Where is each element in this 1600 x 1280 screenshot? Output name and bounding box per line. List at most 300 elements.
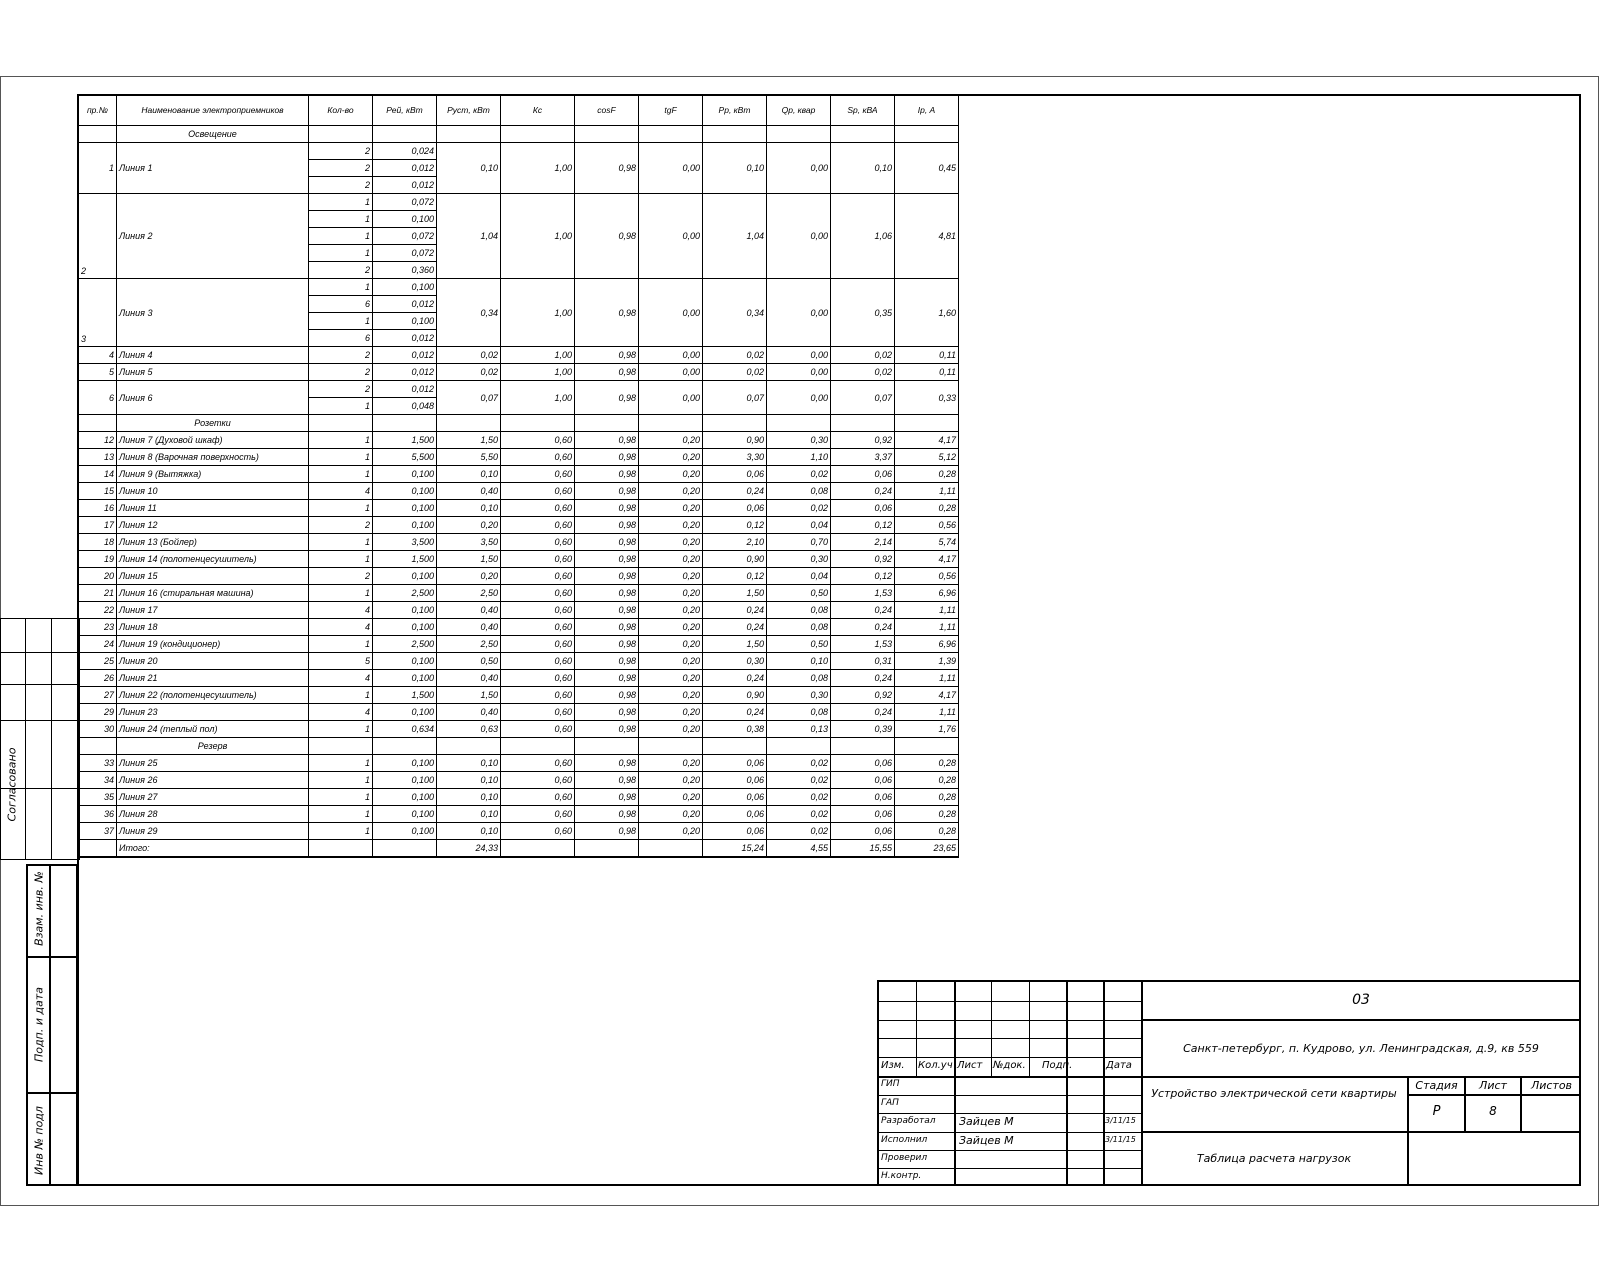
table-cell: 1,11 <box>895 483 959 500</box>
line-name: Линия 8 (Варочная поверхность) <box>117 449 309 466</box>
empty-cell <box>437 415 501 432</box>
table-row <box>79 619 959 636</box>
table-cell: 0,06 <box>703 806 767 823</box>
power-unit: 0,072 <box>373 228 437 245</box>
ip-value: 0,45 <box>895 143 959 194</box>
line-name: Линия 20 <box>117 653 309 670</box>
table-cell: 1 <box>309 636 373 653</box>
pust-value: 0,02 <box>437 347 501 364</box>
table-cell: 0,02 <box>767 789 831 806</box>
table-cell: 0,30 <box>703 653 767 670</box>
table-cell: 0,10 <box>437 755 501 772</box>
table-cell: 0,90 <box>703 551 767 568</box>
empty-cell <box>703 126 767 143</box>
kc-value: 1,00 <box>501 381 575 415</box>
table-row <box>79 279 959 296</box>
sp-value: 0,35 <box>831 279 895 347</box>
table-cell: 4,17 <box>895 687 959 704</box>
power-unit: 0,012 <box>373 160 437 177</box>
line-name: Линия 2 <box>117 194 309 279</box>
cos-value: 0,98 <box>575 279 639 347</box>
table-cell: 0,92 <box>831 551 895 568</box>
column-header: пр.№ <box>79 95 117 126</box>
table-cell: 34 <box>79 772 117 789</box>
table-cell: 4 <box>309 704 373 721</box>
table-cell: 18 <box>79 534 117 551</box>
table-row <box>79 449 959 466</box>
section-title: Резерв <box>117 738 309 755</box>
table-row <box>79 194 959 211</box>
cos-value: 0,98 <box>575 143 639 194</box>
table-cell: 0,100 <box>373 619 437 636</box>
table-cell: 0,60 <box>501 670 575 687</box>
table-cell: 0,08 <box>767 483 831 500</box>
table-cell: 1,39 <box>895 653 959 670</box>
sheet-value: 8 <box>1489 1104 1497 1118</box>
pp-value: 0,07 <box>703 381 767 415</box>
table-cell: 1 <box>309 500 373 517</box>
table-cell: 0,40 <box>437 704 501 721</box>
table-cell: 0,24 <box>831 670 895 687</box>
line-name: Линия 7 (Духовой шкаф) <box>117 432 309 449</box>
table-cell: 0,60 <box>501 687 575 704</box>
table-cell: 0,98 <box>575 500 639 517</box>
table-cell: 0,98 <box>575 653 639 670</box>
empty-cell <box>373 415 437 432</box>
quantity: 2 <box>309 177 373 194</box>
power-unit: 0,012 <box>373 177 437 194</box>
quantity: 1 <box>309 194 373 211</box>
power-unit: 0,012 <box>373 347 437 364</box>
table-cell: 0,100 <box>373 670 437 687</box>
role-gap: ГАП <box>881 1098 899 1108</box>
kc-value: 1,00 <box>501 143 575 194</box>
table-cell: 4 <box>309 670 373 687</box>
tg-value: 0,00 <box>639 381 703 415</box>
table-cell: 0,92 <box>831 432 895 449</box>
table-cell: 0,02 <box>767 500 831 517</box>
col-ndok: №док. <box>993 1060 1026 1071</box>
table-cell: 0,60 <box>501 466 575 483</box>
role-gip: ГИП <box>881 1079 900 1089</box>
ip-value: 4,81 <box>895 194 959 279</box>
table-cell: 4 <box>309 483 373 500</box>
table-cell: 0,56 <box>895 517 959 534</box>
table-cell: 0,92 <box>831 687 895 704</box>
vzam-inv-label: Взам. инв. № <box>32 871 46 946</box>
quantity: 6 <box>309 296 373 313</box>
table-cell: 0,28 <box>895 789 959 806</box>
table-cell: 0,20 <box>639 449 703 466</box>
quantity: 2 <box>309 364 373 381</box>
table-cell: 2,50 <box>437 585 501 602</box>
table-cell: 0,30 <box>767 551 831 568</box>
qp-value: 0,00 <box>767 143 831 194</box>
table-cell: 0,50 <box>767 636 831 653</box>
table-cell: 27 <box>79 687 117 704</box>
tg-value: 0,00 <box>639 194 703 279</box>
table-cell: 0,13 <box>767 721 831 738</box>
table-cell: 1,500 <box>373 551 437 568</box>
line-name: Линия 26 <box>117 772 309 789</box>
role-checked: Проверил <box>881 1153 928 1163</box>
table-cell: 0,06 <box>831 823 895 840</box>
table-row <box>79 806 959 823</box>
table-cell: 0,60 <box>501 483 575 500</box>
project-name: Устройство электрической сети квартиры <box>1151 1087 1397 1100</box>
table-cell: 1,11 <box>895 619 959 636</box>
power-unit: 0,072 <box>373 245 437 262</box>
table-cell <box>79 840 117 858</box>
table-cell: 36 <box>79 806 117 823</box>
column-header: Кол-во <box>309 95 373 126</box>
line-name: Линия 29 <box>117 823 309 840</box>
table-cell: 21 <box>79 585 117 602</box>
table-cell: 0,08 <box>767 670 831 687</box>
table-cell: 1,53 <box>831 585 895 602</box>
table-cell: 0,60 <box>501 568 575 585</box>
header-row <box>79 95 959 126</box>
table-cell: 0,06 <box>703 755 767 772</box>
table-cell: 1,11 <box>895 704 959 721</box>
table-cell: 0,06 <box>831 500 895 517</box>
empty-cell <box>437 738 501 755</box>
quantity: 1 <box>309 228 373 245</box>
column-header: Sр, кВА <box>831 95 895 126</box>
inv-podl-label: Инв № подл <box>32 1106 46 1175</box>
table-cell: 0,98 <box>575 466 639 483</box>
table-row <box>79 602 959 619</box>
table-cell: 0,20 <box>639 687 703 704</box>
table-cell: 0,20 <box>639 704 703 721</box>
qp-value: 0,00 <box>767 279 831 347</box>
table-cell <box>79 126 117 143</box>
table-cell: 0,10 <box>767 653 831 670</box>
table-cell: 0,60 <box>501 704 575 721</box>
table-row <box>79 432 959 449</box>
table-cell: 0,98 <box>575 619 639 636</box>
power-unit: 0,048 <box>373 398 437 415</box>
table-cell: 0,90 <box>703 432 767 449</box>
table-row <box>79 483 959 500</box>
line-name: Линия 6 <box>117 381 309 415</box>
line-name: Линия 14 (полотенцесушитель) <box>117 551 309 568</box>
table-cell: 0,40 <box>437 483 501 500</box>
table-cell: 2,500 <box>373 585 437 602</box>
line-name: Линия 9 (Вытяжка) <box>117 466 309 483</box>
kc-value: 1,00 <box>501 279 575 347</box>
table-cell: 0,06 <box>703 772 767 789</box>
table-cell: 0,08 <box>767 602 831 619</box>
table-cell: 0,100 <box>373 755 437 772</box>
col-data: Дата <box>1106 1060 1132 1071</box>
table-cell: 0,20 <box>639 823 703 840</box>
line-name: Линия 15 <box>117 568 309 585</box>
table-row <box>79 585 959 602</box>
table-cell: 0,100 <box>373 823 437 840</box>
table-cell: 0,24 <box>703 704 767 721</box>
pust-value: 0,10 <box>437 143 501 194</box>
table-cell: 1 <box>309 772 373 789</box>
table-cell: 2,500 <box>373 636 437 653</box>
table-cell: 0,06 <box>703 466 767 483</box>
title-block <box>877 980 1581 1186</box>
table-row <box>79 568 959 585</box>
line-name: Линия 13 (Бойлер) <box>117 534 309 551</box>
table-cell: 1,11 <box>895 670 959 687</box>
table-cell: 0,08 <box>767 704 831 721</box>
empty-cell <box>373 126 437 143</box>
col-list: Лист <box>957 1060 983 1071</box>
column-header: Рр, кВт <box>703 95 767 126</box>
table-cell: 0,24 <box>703 619 767 636</box>
empty-cell <box>639 738 703 755</box>
qp-value: 0,00 <box>767 364 831 381</box>
qp-value: 0,00 <box>767 194 831 279</box>
table-row <box>79 347 959 364</box>
table-cell: 0,100 <box>373 653 437 670</box>
total-sp: 15,55 <box>831 840 895 858</box>
table-cell: 3,37 <box>831 449 895 466</box>
table-cell: 1 <box>309 449 373 466</box>
table-cell: 0,30 <box>767 687 831 704</box>
empty-cell <box>501 738 575 755</box>
table-cell: 0,06 <box>831 789 895 806</box>
table-cell: 0,100 <box>373 517 437 534</box>
table-cell: 16 <box>79 500 117 517</box>
cos-value: 0,98 <box>575 381 639 415</box>
table-cell: 0,20 <box>639 636 703 653</box>
line-name: Линия 22 (полотенцесушитель) <box>117 687 309 704</box>
table-cell: 0,98 <box>575 568 639 585</box>
executed-date: 3/11/15 <box>1105 1135 1136 1144</box>
table-cell: 0,12 <box>831 517 895 534</box>
table-cell: 0,20 <box>639 534 703 551</box>
line-number: 4 <box>79 347 117 364</box>
empty-cell <box>831 415 895 432</box>
power-unit: 0,012 <box>373 364 437 381</box>
table-cell: 0,12 <box>703 568 767 585</box>
table-cell: 0,634 <box>373 721 437 738</box>
line-name: Линия 27 <box>117 789 309 806</box>
table-cell: 0,24 <box>703 602 767 619</box>
line-name: Линия 24 (теплый пол) <box>117 721 309 738</box>
table-cell: 0,40 <box>437 619 501 636</box>
table-row <box>79 381 959 398</box>
column-header: Наименование электроприемников <box>117 95 309 126</box>
table-cell: 0,100 <box>373 602 437 619</box>
section-row <box>79 415 959 432</box>
line-name: Линия 17 <box>117 602 309 619</box>
table-row <box>79 534 959 551</box>
table-cell: 0,98 <box>575 585 639 602</box>
table-cell: 0,04 <box>767 568 831 585</box>
load-calculation-table <box>78 94 959 858</box>
empty-cell <box>575 738 639 755</box>
line-name: Линия 11 <box>117 500 309 517</box>
object-address: Санкт-петербург, п. Кудрово, ул. Ленинградская, д.9, кв 559 <box>1183 1042 1539 1055</box>
power-unit: 0,012 <box>373 330 437 347</box>
sp-value: 0,07 <box>831 381 895 415</box>
table-cell: 4 <box>309 602 373 619</box>
role-norm-control: Н.контр. <box>881 1171 922 1181</box>
table-cell: 37 <box>79 823 117 840</box>
table-cell: 0,06 <box>703 789 767 806</box>
table-cell: 0,20 <box>639 772 703 789</box>
table-row <box>79 500 959 517</box>
table-row <box>79 143 959 160</box>
line-number: 6 <box>79 381 117 415</box>
table-cell: 4,17 <box>895 432 959 449</box>
table-cell: 0,60 <box>501 823 575 840</box>
kc-value: 1,00 <box>501 364 575 381</box>
table-cell: 0,02 <box>767 772 831 789</box>
table-cell: 1 <box>309 721 373 738</box>
table-cell: 1,10 <box>767 449 831 466</box>
table-cell: 0,60 <box>501 653 575 670</box>
table-cell: 23 <box>79 619 117 636</box>
column-header: Qр, квар <box>767 95 831 126</box>
table-cell: 0,98 <box>575 721 639 738</box>
section-title: Розетки <box>117 415 309 432</box>
quantity: 2 <box>309 160 373 177</box>
table-cell: 13 <box>79 449 117 466</box>
table-cell: 6,96 <box>895 636 959 653</box>
table-cell: 19 <box>79 551 117 568</box>
empty-cell <box>831 126 895 143</box>
sp-value: 0,02 <box>831 347 895 364</box>
quantity: 1 <box>309 313 373 330</box>
table-cell: 0,98 <box>575 687 639 704</box>
table-cell: 5,12 <box>895 449 959 466</box>
column-header: Iр, А <box>895 95 959 126</box>
table-cell: 0,28 <box>895 823 959 840</box>
table-cell: 29 <box>79 704 117 721</box>
quantity: 2 <box>309 381 373 398</box>
table-row <box>79 721 959 738</box>
table-cell: 0,20 <box>639 568 703 585</box>
empty-cell <box>639 840 703 858</box>
table-cell: 5,500 <box>373 449 437 466</box>
table-cell: 0,98 <box>575 602 639 619</box>
total-ip: 23,65 <box>895 840 959 858</box>
ip-value: 0,11 <box>895 364 959 381</box>
table-cell: 0,20 <box>639 670 703 687</box>
table-cell: 22 <box>79 602 117 619</box>
executor-name: Зайцев М <box>959 1134 1014 1147</box>
table-cell: 5 <box>309 653 373 670</box>
table-cell: 0,100 <box>373 466 437 483</box>
power-unit: 0,100 <box>373 313 437 330</box>
line-name: Линия 5 <box>117 364 309 381</box>
table-cell: 0,63 <box>437 721 501 738</box>
table-cell: 0,98 <box>575 789 639 806</box>
table-cell: 0,20 <box>437 568 501 585</box>
table-cell: 2,50 <box>437 636 501 653</box>
line-name: Линия 23 <box>117 704 309 721</box>
table-cell: 25 <box>79 653 117 670</box>
table-cell: 0,06 <box>831 755 895 772</box>
developer-name: Зайцев М <box>959 1115 1014 1128</box>
table-cell: 0,31 <box>831 653 895 670</box>
table-cell: 4 <box>309 619 373 636</box>
table-cell: 0,98 <box>575 823 639 840</box>
tg-value: 0,00 <box>639 143 703 194</box>
table-cell: 0,100 <box>373 568 437 585</box>
power-unit: 0,100 <box>373 279 437 296</box>
line-number: 2 <box>79 194 117 279</box>
table-cell: 0,60 <box>501 432 575 449</box>
table-cell: 1,500 <box>373 687 437 704</box>
empty-cell <box>437 126 501 143</box>
tg-value: 0,00 <box>639 347 703 364</box>
empty-cell <box>501 415 575 432</box>
table-cell: 0,06 <box>703 823 767 840</box>
ip-value: 0,33 <box>895 381 959 415</box>
line-name: Линия 19 (кондиционер) <box>117 636 309 653</box>
table-cell: 2,14 <box>831 534 895 551</box>
table-cell: 24 <box>79 636 117 653</box>
table-row <box>79 823 959 840</box>
line-number: 1 <box>79 143 117 194</box>
table-cell: 0,20 <box>639 755 703 772</box>
line-name: Линия 21 <box>117 670 309 687</box>
pust-value: 1,04 <box>437 194 501 279</box>
power-unit: 0,072 <box>373 194 437 211</box>
line-name: Линия 4 <box>117 347 309 364</box>
table-cell: 0,28 <box>895 466 959 483</box>
sheets-label: Листов <box>1530 1079 1573 1092</box>
table-cell: 1 <box>309 823 373 840</box>
table-cell: 0,10 <box>437 806 501 823</box>
cos-value: 0,98 <box>575 194 639 279</box>
table-cell: 0,20 <box>639 517 703 534</box>
table-cell: 30 <box>79 721 117 738</box>
table-cell: 0,10 <box>437 772 501 789</box>
power-unit: 0,012 <box>373 381 437 398</box>
cos-value: 0,98 <box>575 347 639 364</box>
section-row <box>79 126 959 143</box>
pp-value: 0,10 <box>703 143 767 194</box>
table-cell: 0,10 <box>437 466 501 483</box>
role-developed: Разработал <box>881 1116 936 1126</box>
column-header: tgF <box>639 95 703 126</box>
table-row <box>79 636 959 653</box>
agreed-label: Согласовано <box>5 747 19 822</box>
stage-label: Стадия <box>1415 1079 1458 1092</box>
table-cell: 1 <box>309 432 373 449</box>
empty-cell <box>575 840 639 858</box>
table-cell: 1,50 <box>703 585 767 602</box>
table-cell: 0,98 <box>575 772 639 789</box>
table-cell: 0,30 <box>767 432 831 449</box>
line-name: Линия 28 <box>117 806 309 823</box>
empty-cell <box>309 738 373 755</box>
col-izm: Изм. <box>881 1060 905 1071</box>
empty-cell <box>895 415 959 432</box>
sp-value: 1,06 <box>831 194 895 279</box>
table-cell: 0,39 <box>831 721 895 738</box>
quantity: 1 <box>309 245 373 262</box>
table-cell: 1,50 <box>437 551 501 568</box>
table-cell: 6,96 <box>895 585 959 602</box>
table-cell: 0,20 <box>639 789 703 806</box>
table-cell: 0,60 <box>501 789 575 806</box>
table-cell: 0,98 <box>575 755 639 772</box>
table-cell: 12 <box>79 432 117 449</box>
kc-value: 1,00 <box>501 347 575 364</box>
table-cell: 0,20 <box>437 517 501 534</box>
